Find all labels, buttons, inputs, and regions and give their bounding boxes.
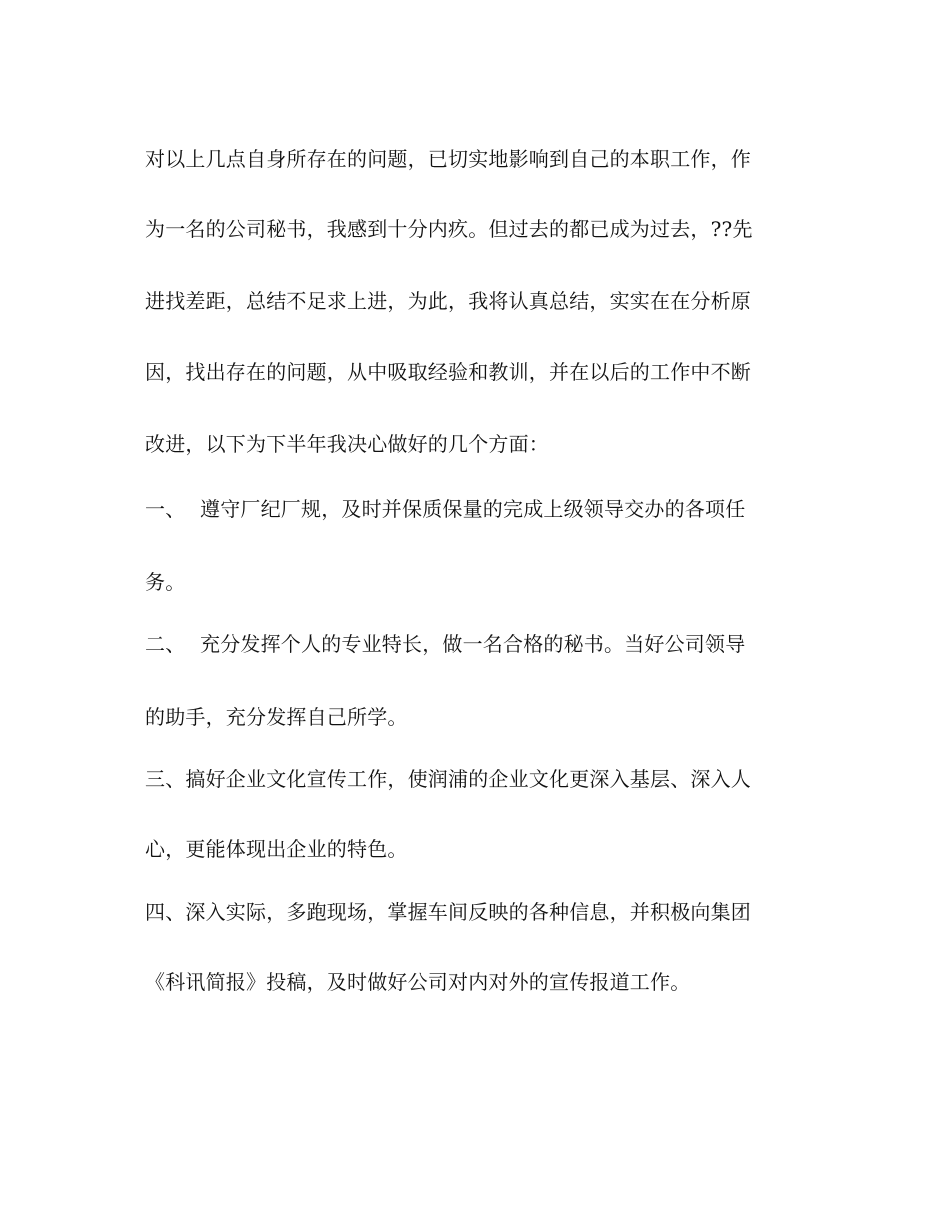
list-item-3 <box>145 765 805 793</box>
list-item-number: 二、 <box>145 632 186 656</box>
paragraph-line: 对以上几点自身所存在的问题，已切实地影响到自己的本职工作，作 <box>145 147 751 171</box>
list-item-2 <box>145 630 805 658</box>
list-item-continuation: 心，更能体现出企业的特色。 <box>145 837 408 861</box>
list-item-number: 三、 <box>145 767 186 791</box>
list-item-text: 充分发挥个人的专业特长，做一名合格的秘书。当好公司领导 <box>200 632 746 656</box>
paragraph-line: 因，找出存在的问题，从中吸取经验和教训，并在以后的工作中不断 <box>145 360 751 384</box>
list-item-4 <box>145 898 805 926</box>
list-item-continuation: 的助手，充分发挥自己所学。 <box>145 705 408 729</box>
list-item-text: 深入实际，多跑现场，掌握车间反映的各种信息，并积极向集团 <box>185 900 752 924</box>
list-item-text: 搞好企业文化宣传工作，使润浦的企业文化更深入基层、深入人 <box>185 767 752 791</box>
list-item-continuation: 《科讯简报》投稿，及时做好公司对内对外的宣传报道工作。 <box>145 970 691 994</box>
paragraph-line: 进找差距，总结不足求上进，为此，我将认真总结，实实在在分析原 <box>145 289 751 313</box>
paragraph-line: 改进，以下为下半年我决心做好的几个方面： <box>145 432 549 456</box>
list-item-number: 四、 <box>145 900 186 924</box>
list-item-text: 遵守厂纪厂规，及时并保质保量的完成上级领导交办的各项任 <box>200 497 746 521</box>
paragraph-line: 为一名的公司秘书，我感到十分内疚。但过去的都已成为过去，??先 <box>145 217 753 241</box>
list-item-number: 一、 <box>145 497 186 521</box>
list-item-continuation: 务。 <box>145 570 186 594</box>
list-item-1 <box>145 495 805 523</box>
